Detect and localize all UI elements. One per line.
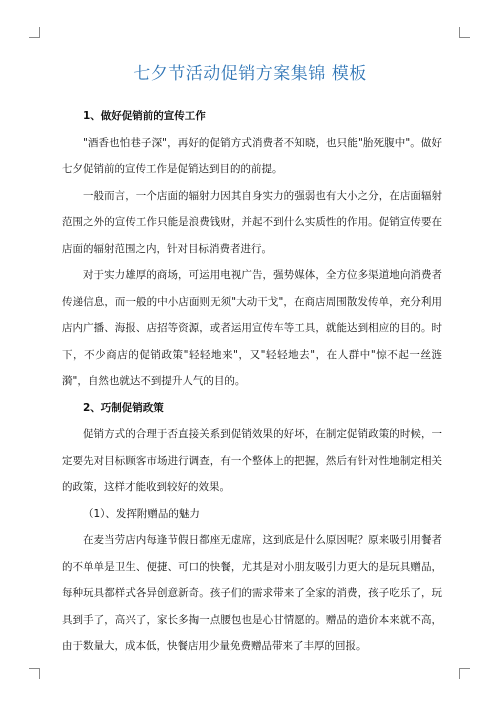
document-title: 七夕节活动促销方案集锦 模板 [133,64,367,84]
paragraph: 促销方式的合理于否直接关系到促销效果的好坏，在制定促销政策的时候，一定要先对目标顾客市场进行调查，有一个整体上的把握，然后有针对性地制定相关的政策，这样才能收到较好的效果。 [62,428,442,493]
paragraph: 在麦当劳店内每逢节假日都座无虚席，这到底是什么原因呢？原来吸引用餐者的不单单是卫生、便捷、可口的快餐，尤其是对小朋友吸引力更大的是玩具赠品，每种玩具都样式各异创意新奇。孩子们的需求带来了全家的消费，孩子吃乐了，玩具到手了，高兴了，家长多掏一点腰包也是心甘情愿的。赠品的造价本来就不高，由于数量大，成本低，快餐店用少量免费赠品带来了丰厚的回报。 [62,534,442,652]
subsection-heading: （1）、发挥附赠品的魅力 [83,507,200,520]
section-heading-2: 2、巧制促销政策 [83,401,164,414]
crop-mark-bottom-left [29,668,40,679]
paragraph: 对于实力雄厚的商场，可运用电视广告，强势媒体，全方位多渠道地向消费者传递信息，而一般的中小店面则无须"大动干戈"，在商店周围散发传单，充分利用店内广播、海报、店招等资源，或者运用宣传车等工具，就能达到相应的目的。时下，不少商店的促销政策"轻轻地来"，又"轻轻地去"，在人群中"惊不起一丝涟漪"，自然也就达不到提升人气的目的。 [62,269,442,387]
document-body [62,103,442,660]
paragraph: 一般而言，一个店面的辐射力因其自身实力的强弱也有大小之分，在店面辐射范围之外的宣传工作只能是浪费钱财，并起不到什么实质性的作用。促销宣传要在店面的辐射范围之内，针对目标消费者进行。 [62,189,442,255]
crop-mark-top-right [459,27,470,38]
section-heading-1: 1、做好促销前的宣传工作 [83,110,206,122]
crop-mark-bottom-right [459,668,470,679]
crop-mark-top-left [29,27,40,38]
paragraph: "酒香也怕巷子深"，再好的促销方式消费者不知晓，也只能"胎死腹中"。做好七夕促销前的宣传工作是促销达到目的的前提。 [62,136,442,175]
